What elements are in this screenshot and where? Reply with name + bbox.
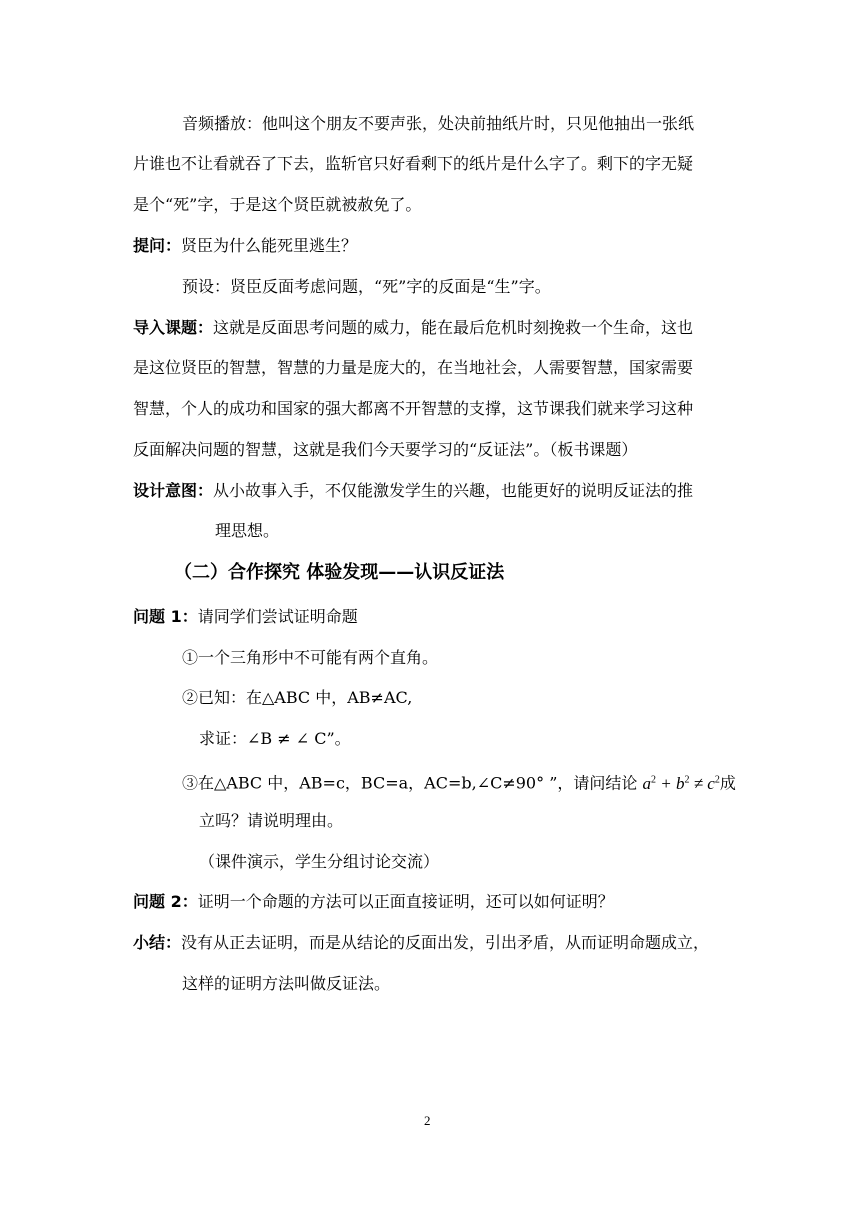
summary-line-1 [133,932,709,954]
summary-text-1: 没有从正去证明，而是从结论的反面出发，引出矛盾，从而证明命题成立， [181,933,710,952]
question-text: 贤臣为什么能死里逃生？ [181,236,358,255]
intro-line-2: 是这位贤臣的智慧，智慧的力量是庞大的，在当地社会，人需要智慧，国家需要 [133,358,694,377]
section-heading: （二）合作探究 体验发现——认识反证法 [174,562,505,583]
paragraph-audio-line-3: 是个“死”字，于是这个贤臣就被赦免了。 [133,195,422,214]
problem1-text: 请同学们尝试证明命题 [197,607,358,626]
design-line-1 [133,480,693,502]
problem1-item-3-tail: 成 [719,773,736,793]
problem2-label: 问题 2： [133,892,198,911]
intro-text-1: 这就是反面思考问题的威力，能在最后危机时刻挽救一个生命，这也 [213,318,694,337]
problem1-item-3-cont: 立吗？请说明理由。 [199,811,344,830]
problem1-item-3 [182,769,736,795]
intro-line-4: 反面解决问题的智慧，这就是我们今天要学习的“反证法”。（板书课题） [133,440,638,459]
problem1-item-2-prove: 求证：∠B ≠ ∠ C”。 [199,729,351,748]
design-label: 设计意图： [133,481,214,500]
problem1-item-3-text: ③在△ABC 中，AB=c，BC=a，AC=b,∠C≠90° ”，请问结论 [182,773,638,793]
design-line-2: 理思想。 [215,521,280,540]
problem1-item-1: ①一个三角形中不可能有两个直角。 [182,648,439,667]
paragraph-audio-line-1: 音频播放：他叫这个朋友不要声张，处决前抽纸片时，只见他抽出一张纸 [182,114,695,133]
preset-line: 预设：贤臣反面考虑问题，“死”字的反面是“生”字。 [182,277,551,296]
intro-line-1 [133,317,693,339]
question-line [133,235,357,257]
design-text-1: 从小故事入手，不仅能激发学生的兴趣，也能更好的说明反证法的推 [213,481,694,500]
problem2-text: 证明一个命题的方法可以正面直接证明，还可以如何证明？ [197,892,614,911]
problem1-item-2: ②已知：在△ABC 中，AB≠AC, [182,688,413,707]
problem2-line [133,891,614,913]
problem1-line [133,606,358,628]
summary-line-2: 这样的证明方法叫做反证法。 [182,974,391,993]
formula-a2-b2-neq-c2: $a^2 + b^2 \ne c^2$ [642,773,720,793]
problem1-label: 问题 1： [133,607,198,626]
intro-line-3: 智慧，个人的成功和国家的强大都离不开智慧的支撑，这节课我们就来学习这种 [133,399,694,418]
summary-label: 小结： [133,933,182,952]
question-label: 提问： [133,236,182,255]
intro-label: 导入课题： [133,318,214,337]
page-number: 2 [424,1113,431,1128]
problem1-note: （课件演示，学生分组讨论交流） [199,852,440,871]
paragraph-audio-line-2: 片谁也不让看就吞了下去，监斩官只好看剩下的纸片是什么字了。剩下的字无疑 [133,154,694,173]
